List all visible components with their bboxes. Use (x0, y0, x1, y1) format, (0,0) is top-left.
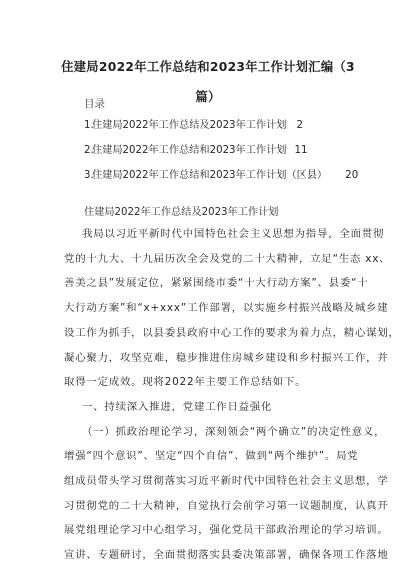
paragraph-line: 凝心聚力，攻坚克难，稳步推进住房城乡建设和乡村振兴工作，并 (64, 351, 389, 364)
paragraph-line: 我局以习近平新时代中国特色社会主义思想为指导，全面贯彻 (82, 228, 385, 240)
paragraph-intro (64, 222, 400, 395)
toc-item-title: 住建局2022年工作总结及2023年工作计划 (92, 120, 287, 131)
toc-heading: 目录 (84, 98, 105, 110)
table-of-contents (84, 113, 358, 188)
paragraph-line: 增强“四个意识”、坚定“四个自信”、做到“两个维护”。局党 (64, 450, 359, 463)
paragraph-line: 宣讲、专题研讨，全面贯彻落实县委决策部署，确保各项工作落地 (64, 549, 389, 562)
toc-item[interactable] (84, 138, 358, 163)
paragraph-party-building (64, 420, 389, 568)
document-body (64, 222, 400, 568)
toc-item-number: 1. (84, 120, 94, 131)
toc-item[interactable] (84, 113, 358, 138)
toc-item-page: 20 (345, 170, 359, 181)
toc-item[interactable] (84, 163, 358, 188)
paragraph-line: （一）抓政治理论学习，深刻领会“两个确立”的决定性意义， (82, 425, 386, 438)
paragraph-line: 组成员带头学习贯彻落实习近平新时代中国特色社会主义思想，学 (64, 475, 389, 488)
section-title: 住建局2022年工作总结及2023年工作计划 (84, 207, 279, 218)
title-line-1: 住建局2022年工作总结和2023年工作计划汇编（3 (61, 60, 355, 74)
paragraph-line: 习贯彻党的二十大精神，自觉执行会前学习第一议题制度，认真开 (64, 499, 389, 512)
title-line-2: 篇） (195, 90, 221, 104)
section-heading: 一、持续深入推进，党建工作日益强化 (82, 400, 273, 413)
paragraph-line: 党的十九大、十九届历次全会及党的二十大精神，立足“生态 xx、 (64, 252, 391, 265)
toc-item-page: 2 (296, 120, 303, 131)
toc-item-title: 住建局2022年工作总结和2023年工作计划（区县） (92, 170, 328, 181)
toc-item-number: 3. (84, 170, 94, 181)
toc-item-title: 住建局2022年工作总结和2023年工作计划 (92, 145, 287, 156)
paragraph-line: 设工作为抓手，以县委县政府中心工作的要求为着力点，精心谋划， (64, 326, 400, 339)
paragraph-line: 展党组理论学习中心组学习，强化党员干部政治理论的学习培训。 (64, 524, 389, 537)
toc-item-page: 11 (294, 145, 308, 156)
paragraph-line: 大行动方案”和“x+xxx”工作部署，以实施乡村振兴战略及城乡建 (64, 302, 389, 315)
paragraph-line: 取得一定成效。现将2022年主要工作总结如下。 (64, 376, 307, 389)
toc-item-number: 2. (84, 145, 94, 156)
paragraph-line: 善美之县”发展定位，紧紧围绕市委“十大行动方案”、县委“十 (64, 277, 369, 290)
